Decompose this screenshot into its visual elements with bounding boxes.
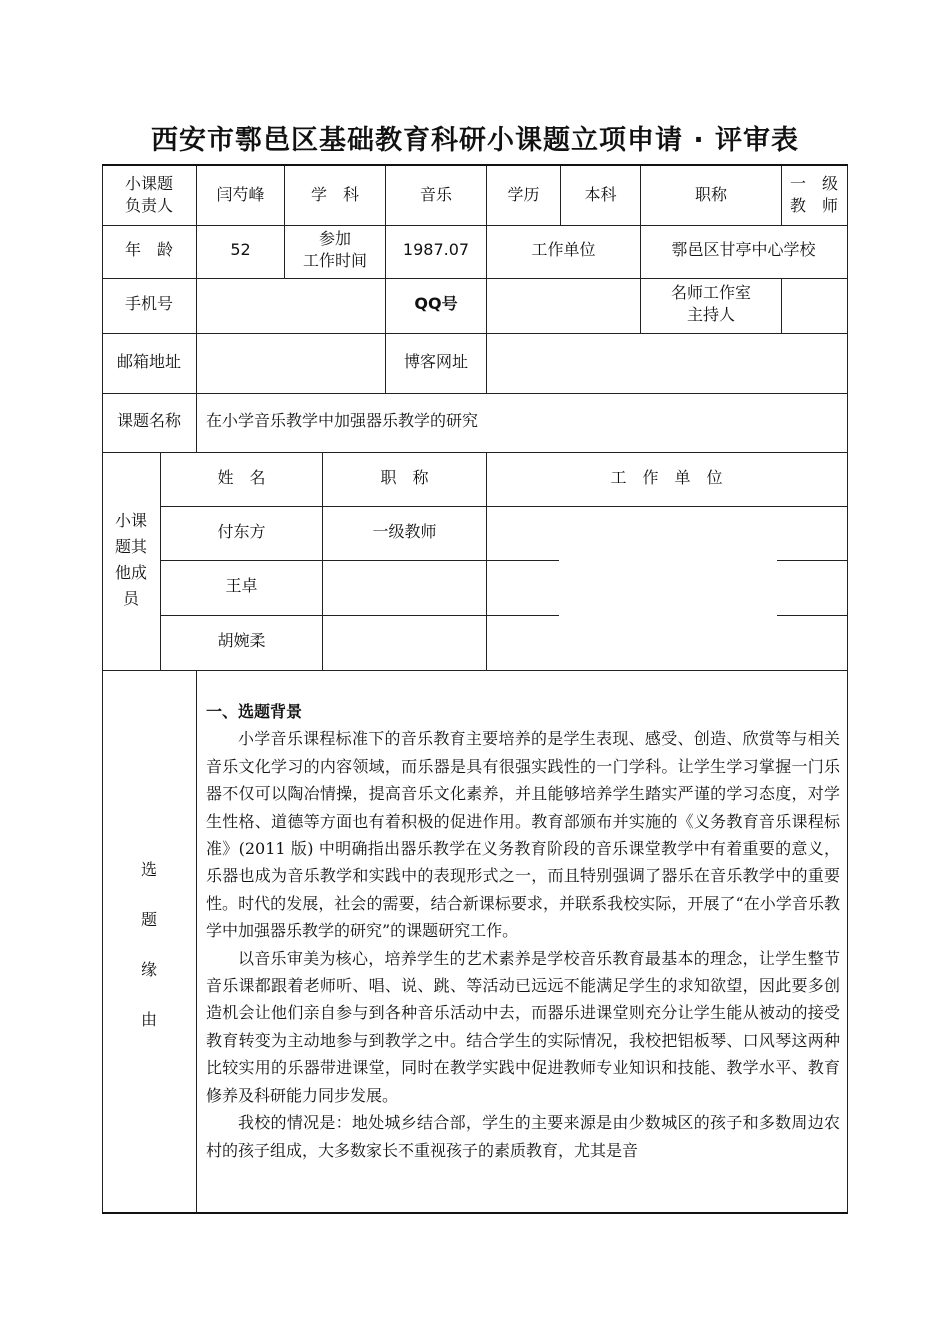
email-value xyxy=(197,332,384,391)
topic-value: 在小学音乐教学中加强器乐教学的研究 xyxy=(206,411,479,430)
member-name: 付东方 xyxy=(217,521,266,541)
work-unit-value: 鄠邑区甘亭中心学校 xyxy=(671,240,816,259)
paragraph: 我校的情况是：地处城乡结合部，学生的主要来源是由少数城区的孩子和多数周边农村的孩子组成，大多数家长不重视孩子的素质教育，尤其是音 xyxy=(206,1113,840,1160)
row-divider xyxy=(102,670,848,671)
blog-value xyxy=(487,332,846,391)
members-header-unit: 工 作 单 位 xyxy=(610,467,723,487)
phone-value xyxy=(197,277,384,331)
table-border-right xyxy=(847,166,848,1212)
members-header-name: 姓 名 xyxy=(217,467,266,487)
age-label: 年 龄 xyxy=(124,240,173,259)
work-time-label: 参加 工作时间 xyxy=(302,229,367,270)
member-unit xyxy=(487,559,846,613)
phone-label: 手机号 xyxy=(124,294,173,313)
members-section-label: 小课 题其 他成 员 xyxy=(114,510,147,608)
title-value: 一 级 教 师 xyxy=(789,173,838,215)
member-title xyxy=(323,614,486,668)
page-title: 西安市鄠邑区基础教育科研小课题立项申请 · 评审表 xyxy=(150,125,800,156)
reason-label-char: 题 xyxy=(140,910,157,929)
col-divider xyxy=(196,670,197,1212)
studio-label: 名师工作室 主持人 xyxy=(670,283,751,324)
work-unit-label: 工作单位 xyxy=(531,240,596,259)
age-value: 52 xyxy=(230,240,251,259)
member-name: 胡婉柔 xyxy=(217,631,266,650)
paragraph: 以音乐审美为核心，培养学生的艺术素养是学校音乐教育最基本的理念，让学生整节音乐课都跟着老师听、唱、说、跳、等活动已远远不能满足学生的求知欲望，因此要多创造机会让他们亲自参与到各种音乐活动中去，而器乐进课堂则充分让学生能从被动的接受教育转变为主动地参与到教学之中。结合学生的实际情况，我校把铝板琴、口风琴这两种比较实用的乐器带进课堂，同时在教学实践中促进教师专业知识和技能、教学水平、教育修养及科研能力同步发展。 xyxy=(206,948,840,1105)
studio-value xyxy=(782,277,846,331)
paragraph: 小学音乐课程标准下的音乐教育主要培养的是学生表现、感受、创造、欣赏等与相关音乐文化学习的内容领域，而乐器是具有很强实践性的一门学科。让学生学习掌握一门乐器不仅可以陶冶情操，提高音乐文化素养，并且能够培养学生踏实严谨的学习态度，对学生性格、道德等方面也有着积极的促进作用。教育部颁布并实施的《义务教育音乐课程标准》(2011 版) 中明确指出器乐教学在义务教育阶段的音乐课堂教学中有着重要的意义，乐器也成为音乐教学和实践中的表现形式之一，而且特别强调了器乐在音乐教学中的重要性。时代的发展，社会的需要，结合新课标要求，并联系我校实际，开展了“在小学音乐教学中加强器乐教学的研究”的课题研究工作。 xyxy=(206,729,840,941)
qq-label: QQ号 xyxy=(414,294,458,313)
title-label: 职称 xyxy=(694,184,727,204)
education-value: 本科 xyxy=(584,184,617,204)
section-heading: 一、选题背景 xyxy=(206,702,303,721)
member-title xyxy=(323,559,486,613)
leader-name: 闫芍峰 xyxy=(216,184,265,204)
member-unit xyxy=(487,505,846,558)
leader-label: 小课题 负责人 xyxy=(124,173,173,215)
members-header-title: 职 称 xyxy=(380,467,429,487)
reason-label-char: 缘 xyxy=(140,960,157,979)
email-label: 邮箱地址 xyxy=(116,351,181,371)
education-label: 学历 xyxy=(507,184,540,204)
reason-label-char: 由 xyxy=(140,1010,157,1029)
work-time-value: 1987.07 xyxy=(402,240,470,259)
subject-value: 音乐 xyxy=(419,184,452,204)
reason-label-char: 选 xyxy=(140,860,157,879)
reason-section-label xyxy=(102,845,196,1045)
blog-label: 博客网址 xyxy=(403,351,468,371)
topic-label: 课题名称 xyxy=(116,411,181,430)
member-unit xyxy=(487,614,846,668)
member-name: 王卓 xyxy=(225,576,258,595)
member-title: 一级教师 xyxy=(372,521,437,541)
subject-label: 学 科 xyxy=(310,184,359,204)
reason-body xyxy=(206,698,840,1164)
qq-value xyxy=(487,277,640,331)
